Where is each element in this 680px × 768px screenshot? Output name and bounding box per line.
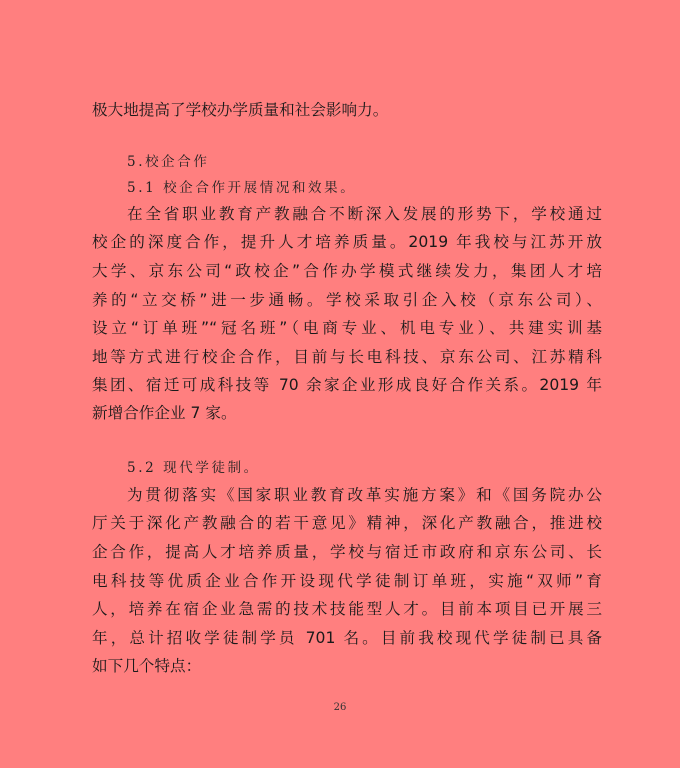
section-5-1-paragraph-line: 设立“订单班”“冠名班”（电商专业、机电专业）、共建实训基 — [92, 319, 602, 337]
section-5-1-paragraph-line: 地等方式进行校企合作，目前与长电科技、京东公司、江苏精科 — [92, 348, 602, 366]
page-number: 26 — [333, 702, 347, 713]
section-5-1-paragraph-line: 校企的深度合作，提升人才培养质量。2019 年我校与江苏开放 — [92, 233, 602, 251]
section-5-2-paragraph-line: 企合作，提高人才培养质量，学校与宿迁市政府和京东公司、长 — [92, 543, 602, 561]
section-5-1-paragraph-line: 集团、宿迁可成科技等 70 余家企业形成良好合作关系。2019 年 — [92, 376, 602, 394]
section-5-1-paragraph-line: 在全省职业教育产教融合不断深入发展的形势下，学校通过 — [127, 205, 602, 223]
section-5-1-paragraph-line: 大学、京东公司“政校企”合作办学模式继续发力，集团人才培 — [92, 262, 602, 280]
section-5-2-paragraph-line: 为贯彻落实《国家职业教育改革实施方案》和《国务院办公 — [127, 486, 602, 504]
section-5-1-paragraph-line: 新增合作企业 7 家。 — [92, 404, 237, 422]
section-5-2-paragraph-line: 如下几个特点： — [92, 657, 202, 675]
section-5-1-paragraph-line: 养的“立交桥”进一步通畅。学校采取引企入校（京东公司）、 — [92, 291, 602, 309]
section-5-1-heading: 5.1 校企合作开展情况和效果。 — [127, 180, 357, 196]
intro-paragraph-line: 极大地提高了学校办学质量和社会影响力。 — [92, 101, 389, 119]
section-5-heading: 5.校企合作 — [127, 154, 210, 170]
section-5-2-heading: 5.2 现代学徒制。 — [127, 460, 260, 476]
section-5-2-paragraph-line: 厅关于深化产教融合的若干意见》精神，深化产教融合，推进校 — [92, 514, 602, 532]
section-5-2-paragraph-line: 电科技等优质企业合作开设现代学徒制订单班，实施“双师”育 — [92, 572, 602, 590]
section-5-2-paragraph-line: 年，总计招收学徒制学员 701 名。目前我校现代学徒制已具备 — [92, 629, 602, 647]
section-5-2-paragraph-line: 人，培养在宿企业急需的技术技能型人才。目前本项目已开展三 — [92, 600, 602, 618]
